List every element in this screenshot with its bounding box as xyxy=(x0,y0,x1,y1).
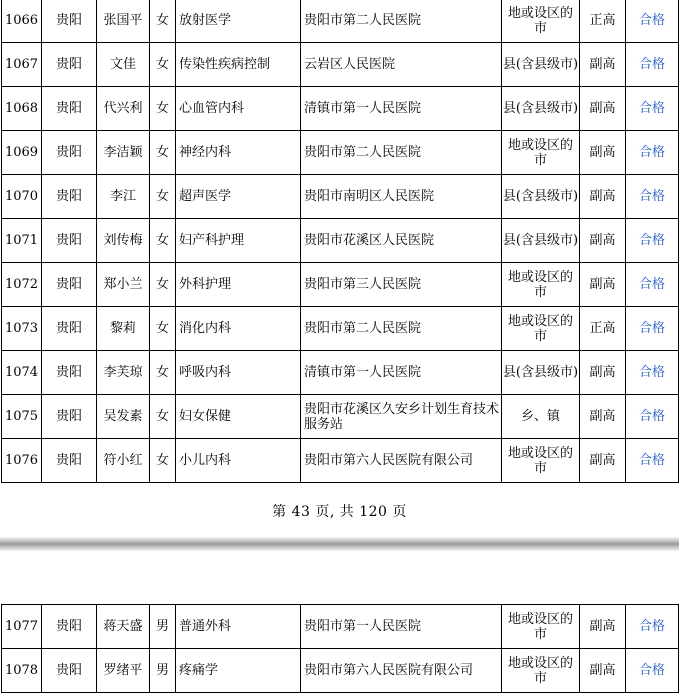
cell-result: 合格 xyxy=(626,0,679,43)
cell-title: 副高 xyxy=(580,439,626,483)
cell-gender: 女 xyxy=(150,87,176,131)
cell-gender: 男 xyxy=(150,605,176,649)
cell-gender: 男 xyxy=(150,649,176,693)
cell-result: 合格 xyxy=(626,307,679,351)
table-row xyxy=(2,0,679,43)
cell-specialty: 心血管内科 xyxy=(176,87,301,131)
cell-title: 正高 xyxy=(580,0,626,43)
cell-level: 地或设区的市 xyxy=(502,263,580,307)
cell-level: 县(含县级市) xyxy=(502,175,580,219)
cell-number: 1073 xyxy=(2,307,42,351)
cell-number: 1077 xyxy=(2,605,42,649)
cell-number: 1072 xyxy=(2,263,42,307)
cell-hospital: 清镇市第一人民医院 xyxy=(301,87,502,131)
table-row xyxy=(2,307,679,351)
cell-hospital: 贵阳市花溪区久安乡计划生育技术服务站 xyxy=(301,395,502,439)
cell-level: 县(含县级市) xyxy=(502,219,580,263)
page-footer: 第 43 页, 共 120 页 xyxy=(272,504,407,520)
cell-number: 1068 xyxy=(2,87,42,131)
cell-specialty: 妇产科护理 xyxy=(176,219,301,263)
cell-title: 副高 xyxy=(580,649,626,693)
cell-number: 1066 xyxy=(2,0,42,43)
cell-name: 吴发素 xyxy=(97,395,150,439)
cell-level: 地或设区的市 xyxy=(502,605,580,649)
cell-title: 副高 xyxy=(580,219,626,263)
cell-title: 正高 xyxy=(580,307,626,351)
cell-title: 副高 xyxy=(580,351,626,395)
cell-name: 张国平 xyxy=(97,0,150,43)
cell-hospital: 贵阳市第二人民医院 xyxy=(301,131,502,175)
cell-gender: 女 xyxy=(150,263,176,307)
cell-result: 合格 xyxy=(626,87,679,131)
table-row xyxy=(2,649,679,693)
table-row xyxy=(2,439,679,483)
cell-hospital: 贵阳市第六人民医院有限公司 xyxy=(301,649,502,693)
cell-specialty: 外科护理 xyxy=(176,263,301,307)
cell-number: 1078 xyxy=(2,649,42,693)
cell-name: 李江 xyxy=(97,175,150,219)
cell-name: 文佳 xyxy=(97,43,150,87)
cell-result: 合格 xyxy=(626,43,679,87)
cell-number: 1070 xyxy=(2,175,42,219)
cell-level: 地或设区的市 xyxy=(502,131,580,175)
cell-city: 贵阳 xyxy=(42,649,97,693)
table-row xyxy=(2,219,679,263)
cell-level: 乡、镇 xyxy=(502,395,580,439)
cell-number: 1069 xyxy=(2,131,42,175)
cell-level: 县(含县级市) xyxy=(502,87,580,131)
cell-gender: 女 xyxy=(150,439,176,483)
cell-result: 合格 xyxy=(626,605,679,649)
cell-title: 副高 xyxy=(580,395,626,439)
table-body xyxy=(2,605,679,693)
page-separator xyxy=(0,537,679,551)
cell-result: 合格 xyxy=(626,131,679,175)
cell-result: 合格 xyxy=(626,219,679,263)
cell-title: 副高 xyxy=(580,605,626,649)
cell-number: 1074 xyxy=(2,351,42,395)
table-row xyxy=(2,175,679,219)
cell-city: 贵阳 xyxy=(42,351,97,395)
cell-hospital: 贵阳市第二人民医院 xyxy=(301,307,502,351)
cell-name: 符小红 xyxy=(97,439,150,483)
cell-result: 合格 xyxy=(626,263,679,307)
cell-title: 副高 xyxy=(580,263,626,307)
cell-gender: 女 xyxy=(150,351,176,395)
cell-hospital: 云岩区人民医院 xyxy=(301,43,502,87)
cell-level: 县(含县级市) xyxy=(502,43,580,87)
cell-city: 贵阳 xyxy=(42,175,97,219)
cell-hospital: 贵阳市第六人民医院有限公司 xyxy=(301,439,502,483)
cell-city: 贵阳 xyxy=(42,219,97,263)
table-row xyxy=(2,131,679,175)
cell-specialty: 放射医学 xyxy=(176,0,301,43)
cell-level: 县(含县级市) xyxy=(502,351,580,395)
cell-name: 罗绪平 xyxy=(97,649,150,693)
cell-gender: 女 xyxy=(150,307,176,351)
cell-city: 贵阳 xyxy=(42,605,97,649)
cell-gender: 女 xyxy=(150,395,176,439)
cell-title: 副高 xyxy=(580,87,626,131)
table-row xyxy=(2,605,679,649)
cell-city: 贵阳 xyxy=(42,439,97,483)
cell-level: 地或设区的市 xyxy=(502,649,580,693)
cell-name: 蒋天盛 xyxy=(97,605,150,649)
table-row xyxy=(2,263,679,307)
cell-number: 1067 xyxy=(2,43,42,87)
cell-hospital: 贵阳市花溪区人民医院 xyxy=(301,219,502,263)
cell-number: 1075 xyxy=(2,395,42,439)
record-table-page-44 xyxy=(1,604,679,693)
cell-specialty: 妇女保健 xyxy=(176,395,301,439)
table-row xyxy=(2,395,679,439)
cell-hospital: 贵阳市第二人民医院 xyxy=(301,0,502,43)
cell-city: 贵阳 xyxy=(42,87,97,131)
cell-name: 李洁颖 xyxy=(97,131,150,175)
cell-level: 地或设区的市 xyxy=(502,439,580,483)
cell-number: 1076 xyxy=(2,439,42,483)
cell-result: 合格 xyxy=(626,395,679,439)
cell-title: 副高 xyxy=(580,175,626,219)
cell-gender: 女 xyxy=(150,131,176,175)
cell-hospital: 贵阳市南明区人民医院 xyxy=(301,175,502,219)
cell-result: 合格 xyxy=(626,439,679,483)
cell-specialty: 呼吸内科 xyxy=(176,351,301,395)
cell-specialty: 小儿内科 xyxy=(176,439,301,483)
cell-result: 合格 xyxy=(626,649,679,693)
cell-specialty: 传染性疾病控制 xyxy=(176,43,301,87)
cell-city: 贵阳 xyxy=(42,131,97,175)
cell-name: 刘传梅 xyxy=(97,219,150,263)
cell-specialty: 普通外科 xyxy=(176,605,301,649)
cell-level: 地或设区的市 xyxy=(502,0,580,43)
cell-specialty: 神经内科 xyxy=(176,131,301,175)
cell-title: 副高 xyxy=(580,43,626,87)
cell-city: 贵阳 xyxy=(42,263,97,307)
cell-city: 贵阳 xyxy=(42,43,97,87)
cell-result: 合格 xyxy=(626,351,679,395)
cell-specialty: 超声医学 xyxy=(176,175,301,219)
cell-result: 合格 xyxy=(626,175,679,219)
cell-city: 贵阳 xyxy=(42,0,97,43)
table-row xyxy=(2,351,679,395)
cell-name: 黎莉 xyxy=(97,307,150,351)
cell-name: 郑小兰 xyxy=(97,263,150,307)
cell-name: 代兴利 xyxy=(97,87,150,131)
cell-gender: 女 xyxy=(150,43,176,87)
record-table-page-43 xyxy=(1,0,679,483)
cell-gender: 女 xyxy=(150,0,176,43)
table-row xyxy=(2,43,679,87)
cell-specialty: 消化内科 xyxy=(176,307,301,351)
cell-city: 贵阳 xyxy=(42,307,97,351)
cell-level: 地或设区的市 xyxy=(502,307,580,351)
table-body xyxy=(2,0,679,483)
table-row xyxy=(2,87,679,131)
cell-hospital: 清镇市第一人民医院 xyxy=(301,351,502,395)
cell-gender: 女 xyxy=(150,219,176,263)
cell-number: 1071 xyxy=(2,219,42,263)
cell-hospital: 贵阳市第三人民医院 xyxy=(301,263,502,307)
cell-city: 贵阳 xyxy=(42,395,97,439)
cell-name: 李芙琼 xyxy=(97,351,150,395)
cell-specialty: 疼痛学 xyxy=(176,649,301,693)
cell-hospital: 贵阳市第一人民医院 xyxy=(301,605,502,649)
cell-gender: 女 xyxy=(150,175,176,219)
cell-title: 副高 xyxy=(580,131,626,175)
